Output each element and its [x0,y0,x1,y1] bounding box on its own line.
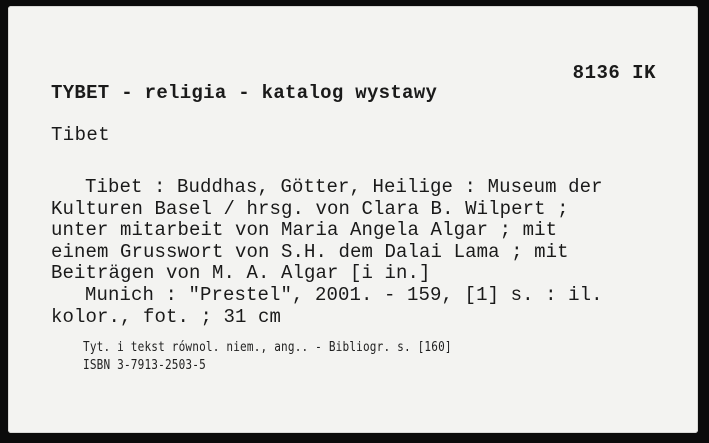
description-line: Tibet : Buddhas, Götter, Heilige : Museum der [85,176,603,198]
card-notes [83,338,452,374]
subject-heading: TYBET - religia - katalog wystawy [51,82,438,104]
language-bibliography-note: Tyt. i tekst równol. niem., ang.. - Bibliogr. s. [160] [83,339,452,355]
catalog-card [8,6,698,433]
description-line: einem Grusswort von S.H. dem Dalai Lama ; mit [51,240,569,263]
description-line: Kulturen Basel / hrsg. von Clara B. Wilpert ; [51,197,569,220]
description-line: Beiträgen von M. A. Algar [i in.] [51,262,431,285]
call-number: 8136 IK [572,62,656,84]
bibliographic-description [51,177,671,328]
imprint-line: kolor., fot. ; 31 cm [51,305,282,328]
isbn-note: ISBN 3-7913-2503-5 [83,357,206,373]
imprint-line: Munich : "Prestel", 2001. - 159, [1] s. : il. [85,283,603,306]
description-line: unter mitarbeit von Maria Angela Algar ; mit [51,219,558,242]
main-entry-heading: Tibet [51,124,111,146]
